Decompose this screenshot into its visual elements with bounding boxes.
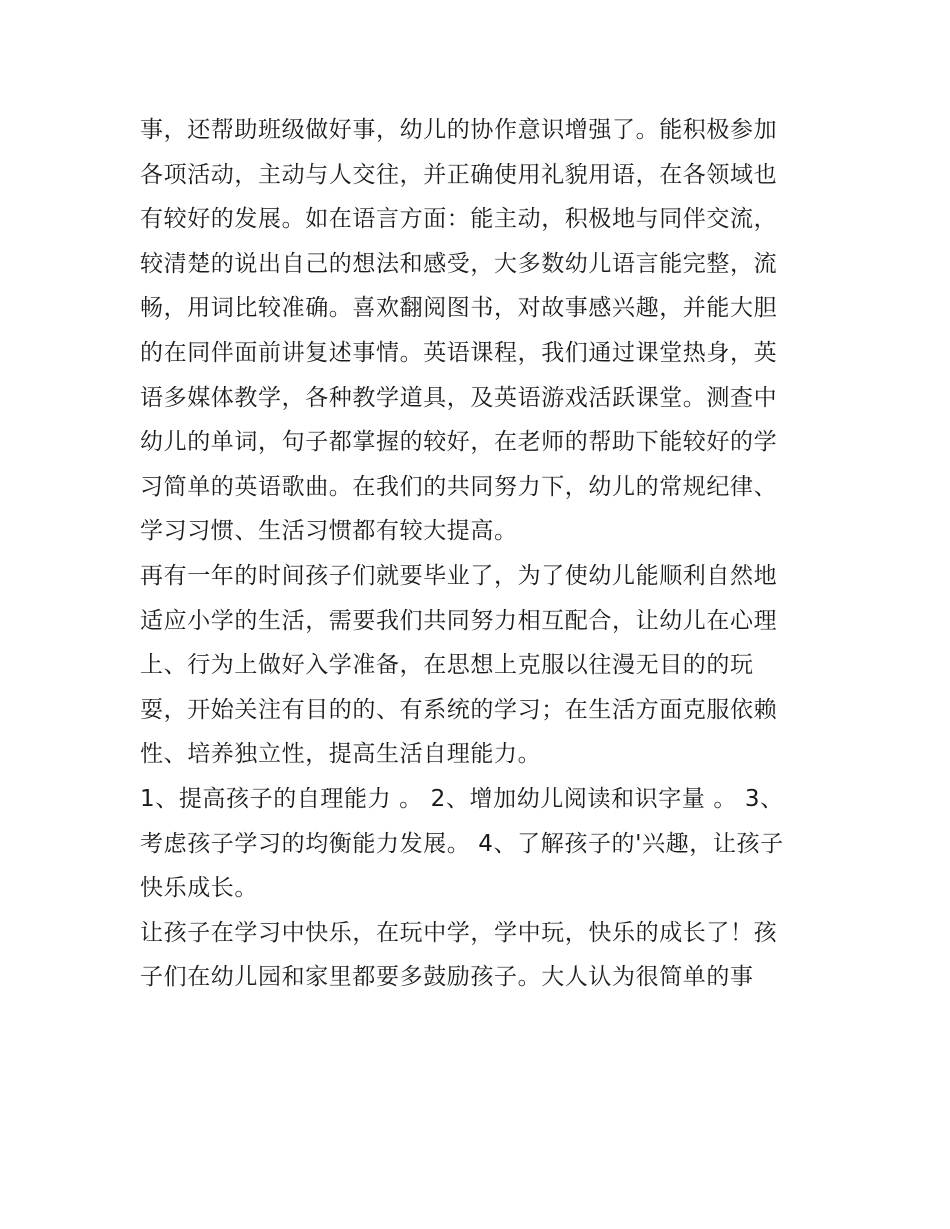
text-line: 再有一年的时间孩子们就要毕业了，为了使幼儿能顺利自然地 <box>140 562 778 589</box>
body-text <box>140 108 812 1000</box>
text-line: 学习习惯、生活习惯都有较大提高。 <box>140 518 518 545</box>
text-line: 快乐成长。 <box>140 875 258 902</box>
text-line: 适应小学的生活，需要我们共同努力相互配合，让幼儿在心理 <box>140 607 778 634</box>
text-line: 考虑孩子学习的均衡能力发展。 4、了解孩子的'兴趣，让孩子 <box>140 830 784 857</box>
text-line: 习简单的英语歌曲。在我们的共同努力下，幼儿的常规纪律、 <box>140 473 778 500</box>
text-line: 幼儿的单词，句子都掌握的较好，在老师的帮助下能较好的学 <box>140 429 778 456</box>
text-line: 子们在幼儿园和家里都要多鼓励孩子。大人认为很简单的事 <box>140 964 754 991</box>
text-line: 畅，用词比较准确。喜欢翻阅图书，对故事感兴趣，并能大胆 <box>140 295 778 322</box>
text-line: 性、培养独立性，提高生活自理能力。 <box>140 741 542 768</box>
text-line: 较清楚的说出自己的想法和感受，大多数幼儿语言能完整，流 <box>140 250 778 277</box>
text-line: 1、提高孩子的自理能力 。 2、增加幼儿阅读和识字量 。 3、 <box>140 785 784 812</box>
text-line: 事，还帮助班级做好事，幼儿的协作意识增强了。能积极参加 <box>140 117 778 143</box>
text-line: 耍，开始关注有目的的、有系统的学习；在生活方面克服依赖 <box>140 696 778 723</box>
text-line: 上、行为上做好入学准备，在思想上克服以往漫无目的的玩 <box>140 652 754 679</box>
text-line: 语多媒体教学，各种教学道具，及英语游戏活跃课堂。测查中 <box>140 384 778 411</box>
text-line: 的在同伴面前讲复述事情。英语课程，我们通过课堂热身，英 <box>140 339 778 366</box>
text-line: 让孩子在学习中快乐，在玩中学，学中玩，快乐的成长了！孩 <box>140 919 778 946</box>
text-line: 各项活动，主动与人交往，并正确使用礼貌用语，在各领域也 <box>140 161 778 188</box>
text-line: 有较好的发展。如在语言方面：能主动，积极地与同伴交流， <box>140 206 778 233</box>
